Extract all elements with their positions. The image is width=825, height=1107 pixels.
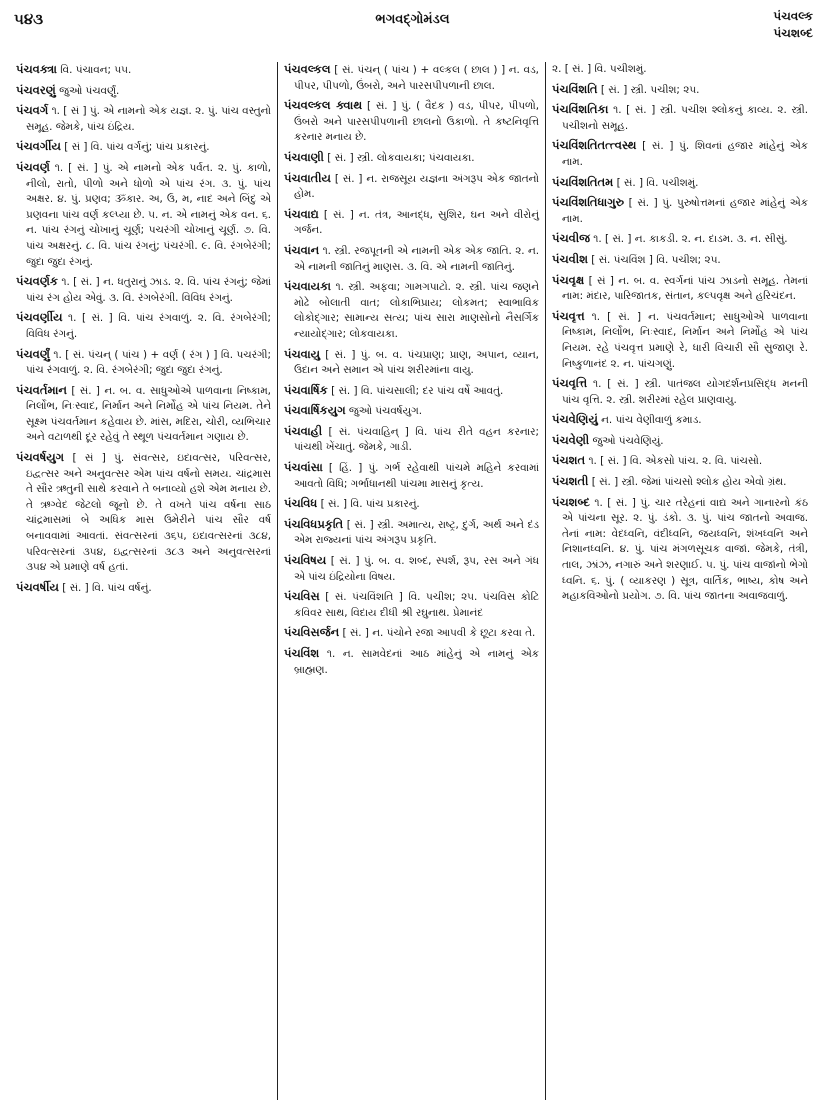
entry-headword: પંચવૃક્ષ: [552, 272, 585, 287]
entry-definition: ૧. [ સં. ] વિ. એકસો પાંચ. ૨. વિ. પાંચસો.: [585, 455, 763, 468]
dictionary-entry: [284, 62, 539, 94]
entry-definition: [ સં. ] વિ. પાંચસાલી; દર પાંચ વર્ષે આવતું.: [327, 384, 504, 397]
dictionary-entry: [552, 138, 808, 170]
entry-definition: [ સં. પંચવિંશ ] વિ. પચીશ; ૨૫.: [587, 253, 721, 266]
dictionary-entry: [552, 252, 808, 269]
entry-headword: પંચવિંશતિતમ: [552, 174, 614, 189]
entry-headword: પંચવર્ષીય: [16, 579, 59, 594]
entry-definition: [ સં ] ન. બ. વ. સ્વર્ગનાં પાંચ ઝાડનો સમૂહ. તેમનાં નામ: મંદાર, પારિજાતક, સંતાન, કલ્પવૃક્ષ અને હરિચંદન.: [562, 274, 808, 303]
entry-headword: પંચવાહી: [284, 423, 323, 438]
entry-headword: પંચવાદ્ય: [284, 206, 319, 221]
entry-headword: પંચવરણું: [16, 82, 56, 97]
entry-definition: ૧. [ સં ] પું. એ નામનો એક યજ્ઞ. ૨. પું. પાંચ વસ્તુનો સમૂહ. જેમકે, પાંચ ઇંદ્રિય.: [26, 105, 271, 133]
dictionary-entry: [284, 553, 539, 585]
entry-definition: [ સં. પંચન્ ( પાંચ ) + વલ્કલ ( છાલ ) ] ન. વડ, પીપર, પીપળો, ઉંબરો, અને પારસપીપળાની છાલ.: [294, 64, 539, 92]
entry-definition: [ સં. ] ન. રાજસૂય યજ્ઞના અંગરૂપ એક જાતનો હોમ.: [294, 172, 539, 201]
entry-definition: [ સં. ] પું. પુરુષોત્તમનાં હજાર માંહેનું એક નામ.: [562, 197, 808, 225]
entry-definition: ૧. સ્ત્રી. રજપૂતની એ નામની એક એક જાતિ. ૨. ન. એ નામની જાતિનું માણસ. ૩. વિ. એ નામની જાતિનું.: [294, 244, 539, 273]
entry-headword: પંચવૃત્તિ: [552, 376, 588, 391]
dictionary-entry: [552, 175, 808, 192]
entry-definition: [ સં. ] વિ. પાંચ પ્રકારનું.: [317, 498, 420, 511]
entry-definition: [ સં. ] પું. બ. વ. શબ્દ, સ્પર્શ, રૂપ, રસ અને ગંધ એ પાંચ ઇંદ્રિયોના વિષય.: [294, 555, 539, 583]
entry-definition: ૧. [ સં. ] પું. ચાર તરેહનાં વાદ્ય અને ગાનારનો કંઠ એ પાંચના સૂર. ૨. પું. ડંકો. ૩. પું. પાંચ જાતનો અવાજ. તેનાં નામ: વેદધ્વનિ, વંદીધ્વનિ, જયધ્વનિ, શંખધ્વનિ અને નિશાનધ્વનિ. ૪. પું. પાંચ મંગળસૂચક વાજાં. જેમકે, તંત્રી, તાલ, ઝાંઝ, નગારું અને શરણાઈ. ૫. પું. પાંચ વાજાંનો ભેગો ધ્વનિ. ૬. પું. ( વ્યાકરણ ) સૂત્ર, વાર્તિક, ભાષ્ય, કોષ અને મહાકવિઓનો પ્રયોગ. ૭. વિ. પાંચ જાતના અવાજવાળું.: [562, 496, 808, 603]
entry-definition: [ સં. પંચવાહિન્ ] વિ. પાંચ રીતે વહન કરનાર; પાંચથી ખેંચાતું. જેમકે, ગાડી.: [294, 425, 539, 454]
dictionary-entry: [284, 625, 539, 642]
entry-definition: જુઓ પંચવર્ષયુગ.: [345, 405, 422, 418]
dictionary-entry: [284, 243, 539, 275]
entry-headword: પંચવિધ: [284, 496, 318, 511]
column-right: [546, 62, 814, 1100]
dictionary-entry: [552, 495, 808, 605]
guide-words: [773, 8, 813, 42]
entry-headword: પંચવાંસા: [284, 460, 323, 475]
dictionary-entry: [284, 150, 539, 167]
dictionary-columns: [10, 62, 815, 1100]
dictionary-entry: [284, 589, 539, 621]
column-left: [10, 62, 278, 1100]
entry-definition: [ સં. ] પું. ( વૈદક ) વડ, પીપર, પીપળો, ઉંબરો અને પારસપીપળાની છાલનો ઉકાળો. તે કષ્ટનિવૃત્તિ કરનાર મનાય છે.: [294, 100, 539, 144]
page-number: ૫૪૩: [14, 10, 44, 28]
dictionary-entry: [284, 279, 539, 342]
dictionary-entry: [16, 347, 271, 379]
dictionary-entry: [16, 103, 271, 135]
entry-headword: પંચવિંશતિકા: [552, 102, 609, 117]
dictionary-entry: [16, 580, 271, 597]
entry-headword: પંચવર્ષયુગ: [16, 450, 65, 465]
dictionary-entry: [16, 62, 271, 79]
dictionary-entry: [16, 83, 271, 100]
entry-headword: પંચવલ્કલ ક્વાથ: [284, 98, 363, 113]
entry-headword: પંચશબ્દ: [552, 494, 590, 509]
dictionary-entry: [16, 450, 271, 576]
entry-definition: ૧. [ સં. ] સ્ત્રી. પચીશ શ્લોકનું કાવ્ય. ૨. સ્ત્રી. પચીશનો સમૂહ.: [562, 104, 808, 132]
entry-headword: પંચવિષય: [284, 553, 327, 568]
entry-definition: [ હિં. ] પું. ગર્ભ રહેવાથી પાંચમે મહિને કરવામાં આવતો વિધિ; ગર્ભાધાનથી પાંચમા માસનું કૃત્ય.: [294, 462, 539, 490]
entry-definition: ૧. સ્ત્રી. અફવા; ગામગપાટો. ૨. સ્ત્રી. પાંચ જણને મોઢે બોલાતી વાત; લોકાભિપ્રાય; લોકમત; સ્વાભાવિક લોકોદ્ગાર; સામાન્ય સત્ય; પાંચ સારા માણસોનો નૈસર્ગિક ન્યાયોદ્ગાર; લોકવાયકા.: [294, 281, 539, 340]
dictionary-entry: [552, 273, 808, 305]
entry-headword: પંચવર્ણીય: [16, 310, 63, 325]
dictionary-entry: [552, 433, 808, 450]
dictionary-entry: [16, 383, 271, 446]
entry-headword: પંચવિંશ: [284, 646, 320, 660]
entry-headword: પંચવર્ગીય: [16, 139, 61, 154]
entry-definition: ૧. [ સં. પંચન્ ( પાંચ ) + વર્ણ ( રંગ ) ] વિ. પચરંગી; પાંચ રંગવાળું. ૨. વિ. રંગબેરંગી; જુદા જુદા રંગનું.: [26, 348, 271, 377]
page-header: [0, 0, 825, 62]
entry-definition: [ સં. ] સ્ત્રી. અમાત્ય, રાષ્ટ્ર, દુર્ગ, અર્થ અને દંડ એમ રાજ્યનાં પાંચ અંગરૂપ પ્રકૃતિ.: [294, 518, 539, 547]
entry-headword: પંચવાર્ષિકયુગ: [284, 403, 346, 418]
dictionary-entry: [552, 195, 808, 227]
dictionary-entry: [284, 517, 539, 549]
dictionary-entry: [284, 646, 539, 678]
dictionary-entry: [552, 453, 808, 470]
entry-headword: પંચશતી: [552, 474, 589, 489]
dictionary-entry: [284, 460, 539, 492]
entry-headword: પંચવલ્કલ: [284, 62, 331, 76]
entry-headword: પંચવીજ: [552, 231, 590, 246]
entry-definition: [ સં. ] વિ. પચીશમું.: [613, 176, 699, 189]
entry-definition: જુઓ પંચવેણિયું.: [589, 434, 664, 447]
dictionary-entry: [16, 160, 271, 270]
column-middle: [278, 62, 546, 1100]
dictionary-entry: [16, 310, 271, 342]
entry-headword: પંચવાયકા: [284, 279, 332, 294]
entry-headword: પંચવીશ: [552, 251, 588, 266]
running-title: ભગવદ્ગોમંડલ: [375, 12, 450, 27]
entry-headword: પંચવાણી: [284, 149, 324, 164]
entry-headword: પંચવિસ: [284, 589, 320, 604]
entry-definition: જુઓ પંચવર્ણું.: [55, 84, 120, 97]
dictionary-entry: [284, 98, 539, 146]
entry-headword: પંચવિસર્જન: [284, 625, 340, 640]
entry-definition: [ સં. ] સ્ત્રી. પચીશ; ૨૫.: [597, 83, 700, 96]
entry-headword: પંચવાર્ષિક: [284, 382, 328, 397]
entry-headword: પંચશત: [552, 453, 586, 468]
entry-headword: પંચવક્ત્રા: [16, 62, 57, 76]
dictionary-entry: [284, 383, 539, 400]
entry-definition: [ સં ] વિ. પાંચ વર્ગનું; પાંચ પ્રકારનું.: [60, 141, 210, 154]
entry-headword: પંચવાતીય: [284, 170, 331, 185]
entry-definition: [ સં. ] ન. પંચોને રજા આપવી કે છૂટા કરવા તે.: [339, 627, 536, 640]
entry-definition: [ સં ] પું. સંવત્સર, ઇદાવત્સર, પરિવત્સર, ઇદ્વત્સર અને અનુવત્સર એમ પાંચ વર્ષનો સમય. ચાંદ્રમાસ તે સૌર ઋતુની સાથે કરવાને તે બનાવ્યો હશે એમ મનાય છે. તે ઋગ્વેદ જેટલો જૂનો છે. તે વખતે પાંચ વર્ષના સાઠ ચાંદ્રમાસમાં બે અધિક માસ ઉમેરીને પાંચ સૌર વર્ષ બનાવવામાં આવતાં. સંવત્સરનાં ૩૬૫, ઇદાવત્સરનાં ૩૮૪, પરિવત્સરનાં ૩૫૪, ઇદ્વત્સરનાં ૩૮૩ અને અનુવત્સરનાં ૩૫૪ એ પ્રમાણે વર્ષ હતાં.: [26, 452, 271, 574]
entry-definition: [ સં. ] ન. તંત્ર, આનદ્ધ, સુશિર, ઘન અને વીરોનું ગર્જન.: [294, 208, 539, 237]
entry-definition: [ સં. પંચવિંશતિ ] વિ. પચીશ; ૨૫. પંચવિસ કોટિ કવિવર સાથ, વિદાય દીધી શ્રી રઘુનાથ. પ્રેમાનંદ: [294, 591, 539, 619]
entry-definition: ૧. [ સં. ] ન. ધતુરાનું ઝાડ. ૨. વિ. પાંચ રંગનું; જેમાં પાંચ રંગ હોય એવું. ૩. વિ. રંગબેરંગી. વિવિધ રંગનું.: [26, 276, 271, 304]
entry-headword: પંચવિંશતિધાગુરુ: [552, 195, 625, 210]
entry-headword: પંચવૃત્ત: [552, 308, 585, 323]
entry-definition: [ સં. ] ન. બ. વ. સાધુઓએ પાળવાના નિષ્કામ, નિર્લોભ, નિઃસ્વાદ, નિર્માન અને નિર્મોહ એ પાંચ નિયમ. તેને સૂક્ષ્મ પંચવર્તમાન કહેવાય છે. માંસ, મદિરા, ચોરી, વ્યભિચાર અને વટાળથી દૂર રહેવું તે સ્થૂળ પંચવર્તમાન ગણાય છે.: [26, 384, 271, 444]
entry-definition: [ સં. ] સ્ત્રી. જેમાં પાંચસો શ્લોક હોય એવો ગ્રંથ.: [588, 476, 787, 489]
entry-headword: પંચવર્ગ: [16, 103, 49, 118]
guide-word-last: પંચશબ્દ: [773, 26, 813, 40]
entry-definition: ૧. ન. સામવેદનાં આઠ માંહેનું એ નામનું એક બ્રાહ્મણ.: [294, 648, 539, 676]
dictionary-entry: [552, 474, 808, 491]
entry-headword: પંચવેણી: [552, 432, 590, 447]
entry-definition: [ સં. ] પું. શિવનાં હજાર માંહેનું એક નામ.: [562, 140, 808, 168]
entry-definition: ૧. [ સં. ] ન. કાકડી. ૨. ન. દાડમ. ૩. ન. સીસું.: [590, 233, 788, 246]
dictionary-entry: [552, 309, 808, 372]
dictionary-entry: [284, 424, 539, 456]
entry-headword: પંચવર્ણું: [16, 346, 50, 361]
dictionary-entry: [284, 207, 539, 239]
dictionary-entry: [284, 171, 539, 203]
dictionary-entry: [552, 82, 808, 99]
entry-definition: [ સં. ] વિ. પાંચ વર્ષનું.: [58, 581, 152, 594]
entry-headword: પંચવર્ણ: [16, 159, 50, 174]
entry-definition: વિ. પંચાવન; ૫૫.: [56, 64, 132, 76]
entry-headword: પંચવર્તમાન: [16, 382, 67, 397]
entry-headword: પંચવિંશતિતત્ત્વસ્થ: [552, 138, 637, 153]
entry-definition: ૧. [ સં. ] વિ. પાંચ રંગવાળું. ૨. વિ. રંગબેરંગી; વિવિધ રંગનું.: [26, 312, 271, 340]
entry-definition: ૧. [ સં. ] સ્ત્રી. પાતંજલ યોગદર્શનપ્રસિદ્ધ મનની પાંચ વૃત્તિ. ૨. સ્ત્રી. શરીરમાં રહેલ પ્રાણવાયુ.: [562, 378, 808, 406]
entry-headword: પંચવેણિયું: [552, 412, 598, 427]
dictionary-entry: [284, 496, 539, 513]
entry-definition: ૧. [ સં. ] ન. પંચવર્તમાન; સાધુઓએ પાળવાના નિષ્કામ, નિર્લોભ, નિઃસ્વાદ, નિર્માન અને નિર્મોહ એ પાંચ નિયમ. રહે પંચવૃત્ત પ્રમાણે રે, ધારી વિચારી સૌ સુજાણ રે. નિષ્કુળાનંદ ૨. ન. પાંચગણું.: [562, 310, 808, 370]
entry-headword: પંચવાન: [284, 242, 320, 257]
dictionary-entry: [284, 347, 539, 379]
dictionary-entry: [552, 102, 808, 134]
entry-definition: ૨. [ સં. ] વિ. પચીશમું.: [552, 63, 647, 75]
entry-headword: પંચવર્ણક: [16, 274, 58, 289]
entry-definition: [ સં. ] સ્ત્રી. લોકવાયકા; પંચવાયકા.: [323, 151, 475, 164]
guide-word-first: પંચવલ્ક: [773, 9, 813, 23]
dictionary-entry: [552, 376, 808, 408]
dictionary-entry: [552, 62, 808, 78]
dictionary-entry: [552, 412, 808, 429]
entry-headword: પંચવિધપ્રકૃતિ: [284, 516, 344, 531]
dictionary-entry: [16, 274, 271, 306]
entry-definition: ન. પાંચ વેણીવાળું કમાડ.: [597, 414, 702, 427]
dictionary-entry: [284, 403, 539, 420]
dictionary-entry: [16, 139, 271, 156]
entry-headword: પંચવાયુ: [284, 346, 321, 361]
dictionary-entry: [552, 231, 808, 248]
entry-definition: [ સં. ] પું. બ. વ. પંચપ્રાણ; પ્રાણ, અપાન, વ્યાન, ઉદાન અને સમાન એ પાંચ શરીરમાંના વાયુ.: [294, 348, 539, 377]
entry-headword: પંચવિંશતિ: [552, 81, 598, 96]
entry-definition: ૧. [ સં. ] પું. એ નામનો એક પર્વત. ૨. પું. કાળો, નીલો, રાતો, પીળો અને ધોળો એ પાંચ રંગ. ૩. પું. પાંચ અક્ષર. ૪. પું. પ્રણવ; ૐકાર. અ, ઉ, મ, નાદ અને બિંદુ એ પ્રણવના પાંચ વર્ણ કલ્પ્યા છે. ૫. ન. એ નામનું એક વન. ૬. ન. પાંચ રંગનું ચોખાનું ચૂર્ણ; પચરંગી ચોખાનું ચૂર્ણ. ૭. વિ. પાંચ અક્ષરનું. ૮. વિ. પાંચ રંગનું; પંચરંગી. ૯. વિ. રંગબેરંગી; જુદા જુદા રંગનું.: [26, 161, 271, 268]
